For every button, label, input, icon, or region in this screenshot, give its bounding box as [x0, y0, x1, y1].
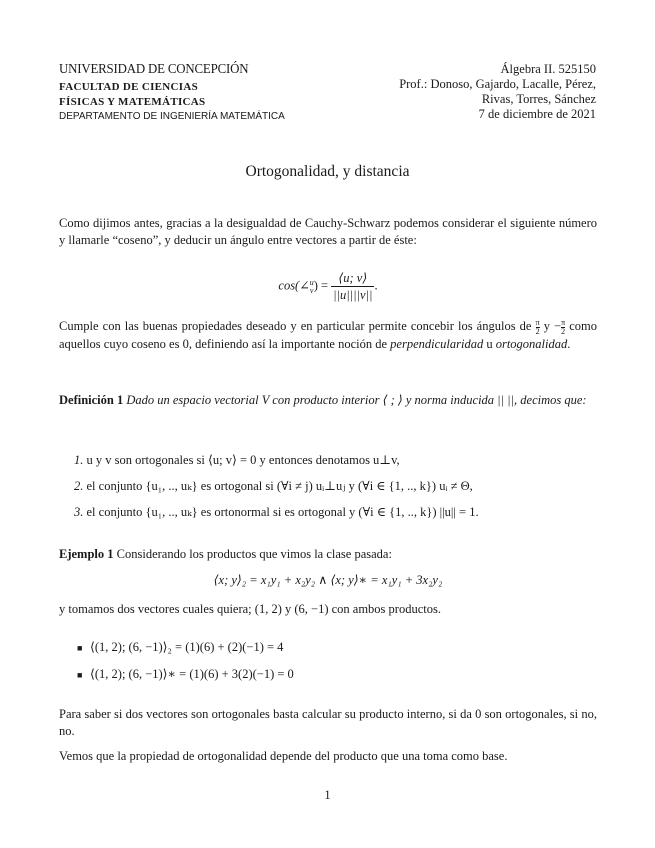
- pi-den: 2: [535, 326, 540, 336]
- professors-line-1: Prof.: Donoso, Gajardo, Lacalle, Pérez,: [399, 77, 596, 91]
- example-text-2: y tomamos dos vectores cuales quiera; (1, 2) y (6, −1) con ambos productos.: [59, 602, 441, 616]
- page-number: 1: [324, 788, 331, 802]
- bullet-icon: ■: [77, 670, 83, 680]
- properties-paragraph: [59, 318, 597, 353]
- formula-end: .: [374, 278, 378, 293]
- pi-num-2: π: [561, 317, 566, 327]
- neg-pi-half-fraction: [561, 319, 565, 336]
- example-formula: ⟨x; y⟩₂ = x₁y₁ + x₂y₂ ∧ ⟨x; y⟩∗ = x₁y₁ + 3x₂y₂: [213, 573, 443, 587]
- cosine-fraction: [331, 270, 374, 303]
- course-header: [336, 62, 596, 122]
- item-text: el conjunto {u₁, .., uₖ} es ortonormal si es ortogonal y (∀i ∈ {1, .., k}) ||u|| = 1.: [86, 505, 479, 519]
- item-number: 3.: [74, 505, 84, 519]
- institution-header: [59, 62, 339, 124]
- properties-text-1: Cumple con las buenas propiedades deseado y en particular permite concebir los ángulos de: [59, 319, 532, 333]
- conclusion-paragraph-2: Vemos que la propiedad de ortogonalidad depende del producto que una toma como base.: [59, 749, 508, 763]
- definition-item-3: [74, 504, 597, 521]
- example-block: [59, 546, 597, 563]
- faculty-line-1: FACULTAD DE CIENCIAS: [59, 81, 199, 93]
- item-text: u y v son ortogonales si ⟨u; v⟩ = 0 y entonces denotamos u⊥v,: [86, 453, 400, 467]
- item-number: 1.: [74, 453, 84, 467]
- university-name: UNIVERSIDAD DE CONCEPCIÓN: [59, 62, 249, 77]
- example-text: Considerando los productos que vimos la clase pasada:: [116, 547, 392, 561]
- pi-half-fraction: [536, 319, 540, 336]
- formula-lhs-close: ) =: [313, 278, 329, 293]
- example-bullet-1: ⟨(1, 2); (6, −1)⟩₂ = (1)(6) + (2)(−1) = 4: [90, 640, 284, 654]
- pi-num: π: [535, 317, 540, 327]
- definition-text: Dado un espacio vectorial V con producto interior ⟨ ; ⟩ y norma inducida || ||, decimos que:: [126, 393, 587, 407]
- page-title: Ortogonalidad, y distancia: [245, 163, 410, 180]
- professors-line-2: Rivas, Torres, Sánchez: [481, 92, 596, 106]
- conclusion-paragraph-1: Para saber si dos vectores son ortogonales basta calcular su producto interno, si da 0 son ortogonales, si no, no.: [59, 707, 597, 738]
- example-label: Ejemplo 1: [59, 547, 114, 561]
- and-word: y: [543, 319, 550, 333]
- cosine-formula: [59, 270, 597, 303]
- angle-sub: v: [309, 285, 314, 295]
- definition-item-2: [74, 478, 597, 495]
- course-name: Álgebra II. 525150: [500, 62, 596, 76]
- definition-item-1: [74, 452, 597, 469]
- angle-sup: u: [309, 277, 314, 287]
- example-bullet-2: ⟨(1, 2); (6, −1)⟩∗ = (1)(6) + 3(2)(−1) = 0: [90, 667, 294, 681]
- period: .: [567, 336, 571, 351]
- date: 7 de diciembre de 2021: [478, 107, 596, 121]
- bullet-icon: ■: [77, 643, 83, 653]
- fraction-denominator: ||u||||v||: [333, 288, 373, 302]
- intro-paragraph: Como dijimos antes, gracias a la desigualdad de Cauchy-Schwarz podemos considerar el siguiente número y llamarle “coseno”, y deducir un ángulo entre vectores a partir de éste:: [59, 216, 597, 247]
- u-word: u: [486, 336, 493, 351]
- fraction-numerator: ⟨u; v⟩: [331, 270, 374, 287]
- item-text: el conjunto {u₁, .., uₖ} es ortogonal si (∀i ≠ j) uᵢ⊥uⱼ y (∀i ∈ {1, .., k}) uᵢ ≠ Θ,: [86, 479, 473, 493]
- definition-label: Definición 1: [59, 393, 124, 407]
- pi-den-2: 2: [561, 326, 566, 336]
- properties-text-2: como aquellos cuyo coseno es 0, definiendo así la importante noción de: [59, 319, 598, 351]
- perpendicularidad-term: perpendicularidad: [390, 336, 484, 351]
- department-name: DEPARTAMENTO DE INGENIERÍA MATEMÁTICA: [59, 111, 285, 122]
- definition-block: [59, 392, 597, 409]
- ortogonalidad-term: ortogonalidad: [495, 336, 568, 351]
- item-number: 2.: [74, 479, 84, 493]
- minus-sign: −: [554, 319, 562, 333]
- formula-lhs: cos(∠: [278, 278, 310, 293]
- faculty-line-2: FÍSICAS Y MATEMÁTICAS: [59, 96, 206, 108]
